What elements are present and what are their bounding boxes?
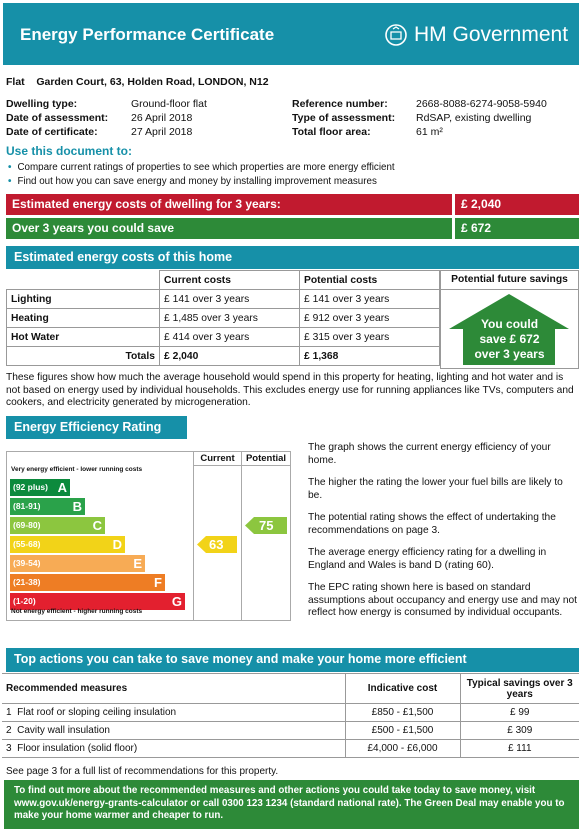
- actions-section-title: Top actions you can take to save money and make your home more efficient: [6, 648, 579, 672]
- table-header-row: [7, 271, 440, 290]
- top-note: Very energy efficient - lower running costs: [11, 466, 143, 473]
- measure-cost: £4,000 - £6,000: [345, 740, 460, 758]
- col-future-savings: Potential future savings: [440, 270, 579, 290]
- measure-number: 3: [6, 743, 12, 754]
- header-banner: [3, 3, 579, 65]
- rating-band-f: [10, 574, 165, 591]
- measure-cost: £850 - £1,500: [345, 704, 460, 722]
- detail-row: [292, 111, 547, 125]
- property-address: [6, 76, 269, 88]
- measure-number: 2: [6, 725, 12, 736]
- costs-section-title: Estimated energy costs of this home: [6, 246, 579, 269]
- band-letter: C: [92, 518, 102, 533]
- detail-label: Date of assessment:: [6, 112, 109, 124]
- current-cost: £ 414 over 3 years: [160, 328, 300, 347]
- details-right: [292, 97, 547, 139]
- potential-rating-value: 75: [259, 518, 274, 533]
- detail-value: RdSAP, existing dwelling: [416, 112, 532, 124]
- estimated-cost-bar: [6, 194, 579, 215]
- footer-banner: To find out more about the recommended measures and other actions you could take today to save money, visit www.gov.uk/energy-grants-calculator or call 0300 123 1234 (standard national rate). The Green Deal may enable you to make your home warmer and cheaper to run.: [4, 780, 579, 829]
- table-row: [2, 740, 579, 758]
- rating-paragraph: The potential rating shows the effect of undertaking the recommendations on page 3.: [308, 512, 556, 536]
- detail-label: Reference number:: [292, 98, 388, 110]
- rating-band-c: [10, 517, 105, 534]
- detail-value: 27 April 2018: [131, 126, 193, 138]
- potential-cost: £ 141 over 3 years: [300, 290, 440, 309]
- band-range: (81-91): [13, 501, 41, 511]
- current-rating-marker: [197, 536, 237, 553]
- band-letter: F: [154, 575, 162, 590]
- measure-cell: [2, 704, 345, 722]
- measure-cost: £500 - £1,500: [345, 722, 460, 740]
- royal-crest-icon: [383, 23, 409, 47]
- band-range: (39-54): [13, 558, 41, 568]
- current-rating-value: 63: [209, 537, 224, 552]
- savings-line: You could: [480, 317, 539, 331]
- rating-graph: [6, 451, 291, 621]
- brand-text: HM Government: [414, 23, 569, 46]
- detail-row: [292, 125, 547, 139]
- totals-current: £ 2,040: [160, 347, 300, 366]
- row-label: Lighting: [7, 290, 160, 309]
- measure-name: Cavity wall insulation: [17, 725, 110, 736]
- costs-note: These figures show how much the average household would spend in this property for heating, lighting and hot water and is not based on energy used by individual households. This excludes energy use for running appliances like TVs, computers and cookers, and electricity generated by microgeneration.: [6, 372, 574, 408]
- detail-row: [6, 125, 207, 139]
- detail-label: Type of assessment:: [292, 112, 396, 124]
- bottom-note: Not energy efficient - higher running costs: [11, 608, 143, 615]
- band-letter: B: [72, 499, 82, 514]
- bullet-text: Find out how you can save energy and money by installing improvement measures: [17, 176, 377, 187]
- property-type: Flat: [6, 76, 25, 88]
- rating-band-e: [10, 555, 145, 572]
- measure-cell: [2, 722, 345, 740]
- details-left: [6, 97, 207, 139]
- future-savings-box: [440, 289, 579, 369]
- savings-line: over 3 years: [474, 347, 545, 361]
- rating-text: [308, 442, 579, 620]
- rating-band-b: [10, 498, 85, 515]
- detail-label: Total floor area:: [292, 126, 371, 138]
- measure-saving: £ 309: [460, 722, 579, 740]
- col-cost: Indicative cost: [345, 674, 460, 704]
- bullet-text: Compare current ratings of properties to see which properties are more energy efficient: [17, 162, 395, 173]
- measure-name: Floor insulation (solid floor): [17, 743, 138, 754]
- see-more-note: See page 3 for a full list of recommendations for this property.: [6, 766, 279, 777]
- savings-label: Over 3 years you could save: [6, 218, 452, 239]
- hm-government-logo: [383, 23, 568, 47]
- band-range: (55-68): [13, 539, 41, 549]
- estimated-cost-label: Estimated energy costs of dwelling for 3 years:: [6, 194, 452, 215]
- rating-paragraph: The average energy efficiency rating for a dwelling in England and Wales is band D (rating 60).: [308, 547, 547, 571]
- estimated-cost-value: £ 2,040: [455, 194, 579, 215]
- detail-value: 61 m²: [416, 126, 443, 138]
- savings-line: save £ 672: [479, 332, 540, 346]
- band-range: (69-80): [13, 520, 41, 530]
- bullet-item: • Find out how you can save energy and money by installing improvement measures: [8, 176, 377, 187]
- table-row: [7, 290, 440, 309]
- measure-saving: £ 99: [460, 704, 579, 722]
- current-cost: £ 141 over 3 years: [160, 290, 300, 309]
- savings-bar: [6, 218, 579, 239]
- savings-value: £ 672: [455, 218, 579, 239]
- band-letter: E: [133, 556, 142, 571]
- costs-table: [6, 270, 440, 366]
- page-title: Energy Performance Certificate: [20, 25, 275, 44]
- potential-rating-marker: [245, 517, 287, 534]
- band-range: (1-20): [13, 596, 36, 606]
- rating-band-d: [10, 536, 125, 553]
- current-col-header: Current: [194, 452, 241, 466]
- rating-paragraph: The EPC rating shown here is based on standard assumptions about occupancy and energy use and may not reflect how energy is consumed by individual occupants.: [308, 582, 578, 618]
- totals-label: Totals: [7, 347, 160, 366]
- totals-potential: £ 1,368: [300, 347, 440, 366]
- table-header-row: [2, 674, 579, 704]
- table-row: [7, 309, 440, 328]
- detail-row: [6, 97, 207, 111]
- measures-table: [2, 673, 579, 758]
- band-letter: D: [112, 537, 122, 552]
- detail-row: [6, 111, 207, 125]
- band-range: (92 plus): [13, 482, 48, 492]
- col-potential-costs: Potential costs: [300, 271, 440, 290]
- detail-row: [292, 97, 547, 111]
- detail-value: 2668-8088-6274-9058-5940: [416, 98, 547, 110]
- table-row: [7, 328, 440, 347]
- col-measure: Recommended measures: [2, 674, 345, 704]
- band-range: (21-38): [13, 577, 41, 587]
- totals-row: [7, 347, 440, 366]
- potential-cost: £ 315 over 3 years: [300, 328, 440, 347]
- rating-section-title: Energy Efficiency Rating: [6, 416, 187, 439]
- use-document-heading: Use this document to:: [6, 144, 133, 158]
- measure-number: 1: [6, 707, 12, 718]
- table-row: [2, 704, 579, 722]
- address-text: Garden Court, 63, Holden Road, LONDON, N12: [36, 76, 269, 88]
- rating-paragraph: The higher the rating the lower your fuel bills are likely to be.: [308, 477, 563, 501]
- col-current-costs: Current costs: [160, 271, 300, 290]
- savings-arrow-text: [441, 317, 578, 362]
- detail-label: Dwelling type:: [6, 98, 78, 110]
- potential-cost: £ 912 over 3 years: [300, 309, 440, 328]
- row-label: Hot Water: [7, 328, 160, 347]
- detail-value: Ground-floor flat: [131, 98, 207, 110]
- table-row: [2, 722, 579, 740]
- bullet-item: • Compare current ratings of properties to see which properties are more energy efficient: [8, 162, 395, 173]
- measure-saving: £ 111: [460, 740, 579, 758]
- detail-label: Date of certificate:: [6, 126, 98, 138]
- measure-cell: [2, 740, 345, 758]
- band-letter: G: [171, 594, 182, 609]
- potential-col-header: Potential: [242, 452, 290, 466]
- col-savings: Typical savings over 3 years: [460, 674, 579, 704]
- current-cost: £ 1,485 over 3 years: [160, 309, 300, 328]
- rating-band-a: [10, 479, 70, 496]
- header-blank: [7, 271, 160, 290]
- row-label: Heating: [7, 309, 160, 328]
- measure-name: Flat roof or sloping ceiling insulation: [17, 707, 177, 718]
- band-letter: A: [57, 480, 67, 495]
- potential-column: [241, 452, 290, 620]
- detail-value: 26 April 2018: [131, 112, 193, 124]
- rating-paragraph: The graph shows the current energy efficiency of your home.: [308, 442, 551, 466]
